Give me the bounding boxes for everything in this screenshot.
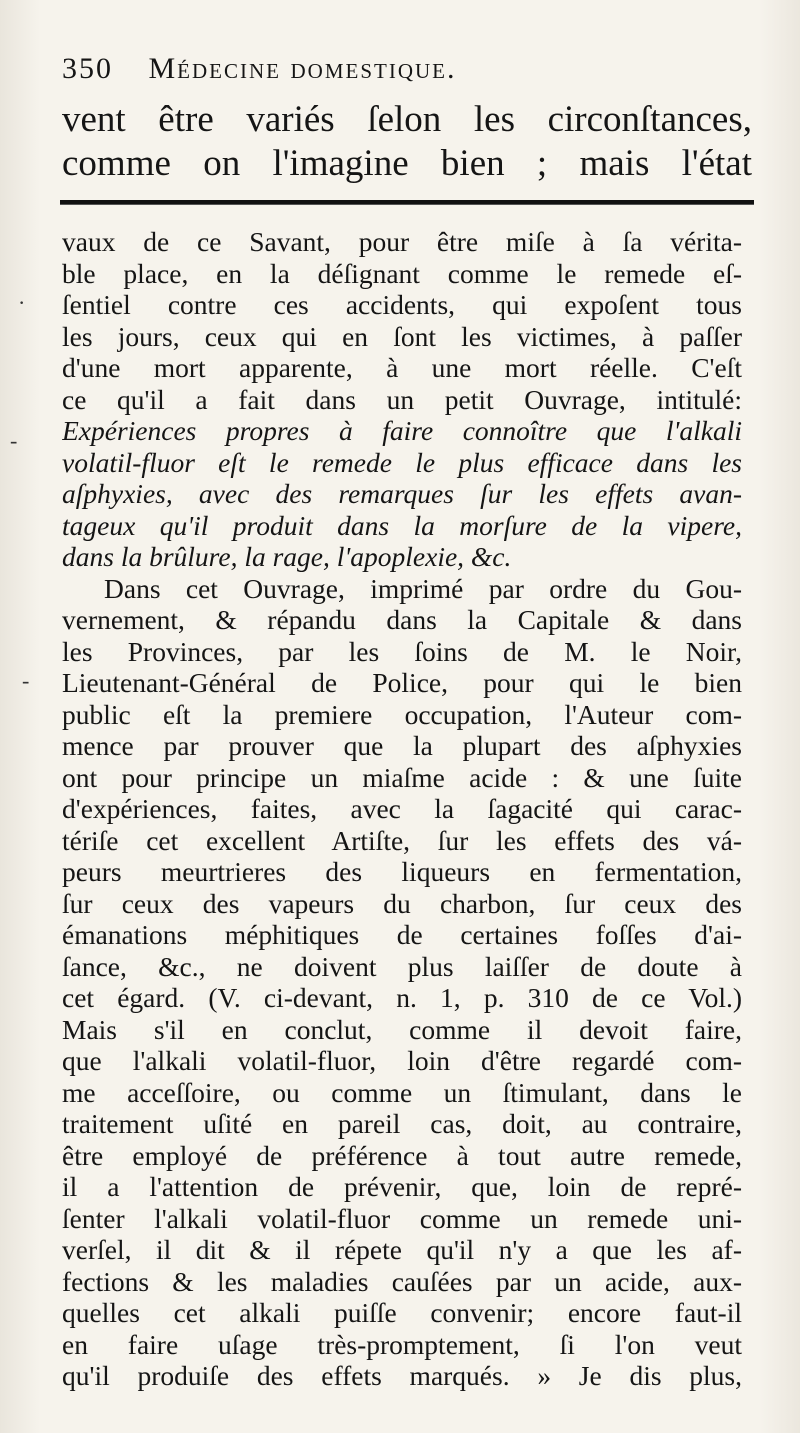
- body-line: vaux de ce Savant, pour être miſe à ſa vérita-: [62, 226, 742, 257]
- body-text: [62, 226, 742, 1392]
- body-line: les jours, ceux qui en ſont les victimes, à paſſer: [62, 320, 742, 352]
- body-line: peurs meurtrieres des liqueurs en fermentation,: [62, 856, 742, 887]
- body-line: être employé de préférence à tout autre remede,: [62, 1139, 742, 1171]
- horizontal-rule: [60, 200, 754, 205]
- margin-dash: -: [10, 428, 18, 453]
- body-line: en faire uſage très-promptement, ſi l'on veut: [62, 1328, 742, 1360]
- body-line-italic: tageux qu'il produit dans la morſure de la vipere,: [62, 509, 742, 541]
- body-line: ſur ceux des vapeurs du charbon, ſur ceux des: [62, 887, 742, 919]
- body-line: quelles cet alkali puiſſe convenir; encore faut-il: [62, 1297, 742, 1328]
- body-line: traitement uſité en pareil cas, doit, au contraire,: [62, 1108, 742, 1139]
- body-line: ont pour principe un miaſme acide : & une ſuite: [62, 761, 742, 793]
- top-text-line-2: comme on l'imagine bien ; mais l'état: [62, 143, 752, 184]
- body-line-italic: dans la brûlure, la rage, l'apoplexie, &c.: [62, 541, 512, 572]
- body-line: d'expériences, faites, avec la ſagacité qui carac-: [62, 793, 742, 824]
- body-line-italic: volatil-fluor eſt le remede le plus efficace dans les: [62, 446, 742, 478]
- body-line: fections & les maladies cauſées par un acide, aux-: [62, 1265, 742, 1297]
- body-line: cet égard. (V. ci-devant, n. 1, p. 310 de ce Vol.): [62, 982, 742, 1013]
- body-line: d'une mort apparente, à une mort réelle. C'eſt: [62, 352, 742, 383]
- body-line: ſance, &c., ne doivent plus laiſſer de doute à: [62, 950, 742, 982]
- body-line: tériſe cet excellent Artiſte, ſur les effets des vá-: [62, 824, 742, 856]
- body-line: ble place, en la déſignant comme le remede eſ-: [62, 257, 742, 289]
- page-number: 350: [62, 52, 113, 85]
- body-line: public eſt la premiere occupation, l'Auteur com-: [62, 698, 742, 730]
- body-line: vernement, & répandu dans la Capitale & dans: [62, 604, 742, 635]
- margin-dash: -: [22, 668, 30, 693]
- body-line: qu'il produiſe des effets marqués. » Je dis plus,: [62, 1360, 742, 1391]
- body-line-italic: Expériences propres à faire connoître que l'alkali: [62, 415, 742, 446]
- body-line: mence par prouver que la plupart des aſphyxies: [62, 730, 742, 761]
- body-line: Dans cet Ouvrage, imprimé par ordre du Gou-: [104, 572, 742, 604]
- body-line-italic: aſphyxies, avec des remarques ſur les effets avan-: [62, 478, 742, 509]
- body-line: me acceſſoire, ou comme un ſtimulant, dans le: [62, 1076, 742, 1108]
- running-header: [62, 52, 742, 86]
- body-line: verſel, il dit & il répete qu'il n'y a que les af-: [62, 1234, 742, 1265]
- body-line: émanations méphitiques de certaines foſſes d'ai-: [62, 919, 742, 950]
- body-line: les Provinces, par les ſoins de M. le Noir,: [62, 635, 742, 667]
- body-line: Lieutenant-Général de Police, pour qui le bien: [62, 667, 742, 698]
- body-line: ſenter l'alkali volatil-fluor comme un remede uni-: [62, 1202, 742, 1234]
- body-line: Mais s'il en conclut, comme il devoit faire,: [62, 1013, 742, 1045]
- body-line: ce qu'il a fait dans un petit Ouvrage, intitulé:: [62, 383, 742, 415]
- body-line: ſentiel contre ces accidents, qui expoſent tous: [62, 289, 742, 320]
- running-title: Médecine domestique.: [148, 52, 457, 85]
- body-line: que l'alkali volatil-fluor, loin d'être regardé com-: [62, 1045, 742, 1076]
- margin-dot: ·: [18, 290, 26, 315]
- body-line: il a l'attention de prévenir, que, loin de repré-: [62, 1171, 742, 1202]
- top-text-line-1: vent être variés ſelon les circonſtances,: [62, 99, 752, 140]
